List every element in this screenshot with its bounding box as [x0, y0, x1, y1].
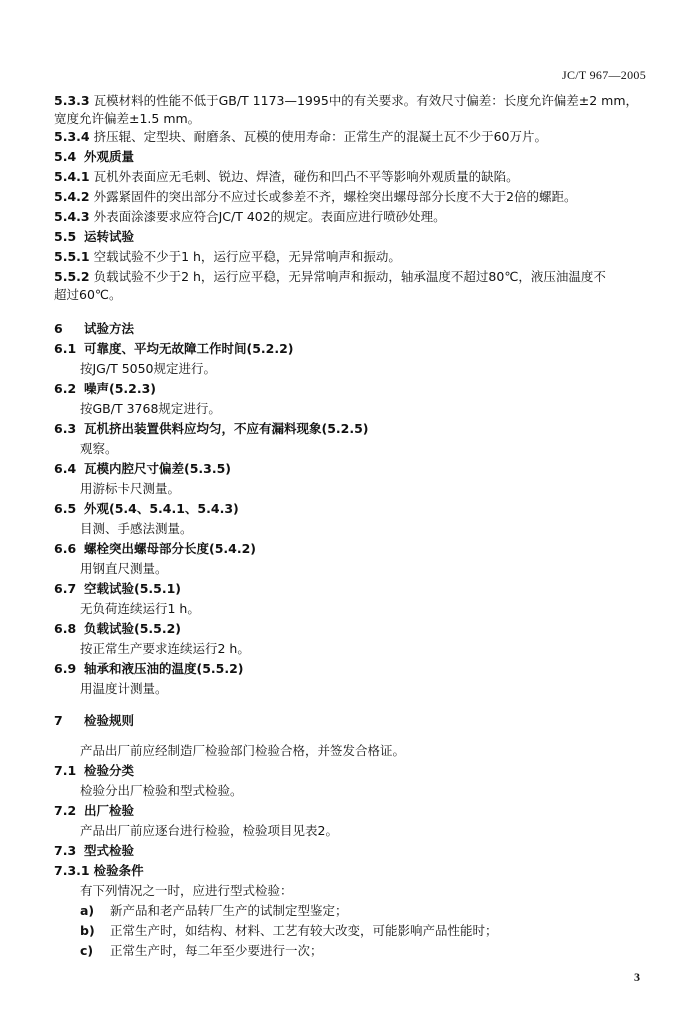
clause-text: 超过60℃。: [54, 287, 122, 302]
text-line: [80, 400, 646, 417]
clause-text: 瓦机外表面应无毛刺、锐边、焊渣，碰伤和凹凸不平等影响外观质量的缺陷。: [93, 169, 519, 184]
clause-text: 产品出厂前应逐台进行检验，检验项目见表2。: [80, 823, 338, 838]
clause-text: 负载试验不少于2 h，运行应平稳，无异常响声和振动，轴承温度不超过80℃，液压油温度不: [93, 269, 606, 284]
clause-text: 正常生产时，如结构、材料、工艺有较大改变，可能影响产品性能时；: [109, 923, 498, 938]
clause-text: 瓦模材料的性能不低于GB/T 1173—1995中的有关要求。有效尺寸偏差：长度允许偏差±2 mm，: [93, 93, 639, 108]
clause-text: 螺栓突出螺母部分长度(5.4.2): [83, 541, 257, 556]
clause-text: 运转试验: [83, 229, 134, 244]
text-line: [80, 520, 646, 537]
clause-number: c): [80, 943, 94, 958]
clause-text: 噪声(5.2.3): [83, 381, 156, 396]
clause-text: 检验分类: [83, 763, 134, 778]
text-line: [54, 128, 646, 145]
clause-text: 外观质量: [83, 149, 134, 164]
clause-number: 6.5: [54, 501, 77, 516]
clause-number: 7: [54, 713, 63, 728]
text-line: [54, 92, 646, 109]
text-line: [80, 560, 646, 577]
clause-number: 6.7: [54, 581, 77, 596]
clause-text: 挤压辊、定型块、耐磨条、瓦模的使用寿命：正常生产的混凝土瓦不少于60万片。: [93, 129, 547, 144]
clause-text: 无负荷连续运行1 h。: [80, 601, 200, 616]
clause-text: 用钢直尺测量。: [80, 561, 168, 576]
text-line: [54, 110, 646, 127]
clause-number: a): [80, 903, 95, 918]
text-line: [54, 712, 646, 729]
text-line: [80, 742, 646, 759]
text-line: [80, 680, 646, 697]
clause-number: 7.3.1: [54, 863, 90, 878]
clause-number: 7.3: [54, 843, 77, 858]
clause-number: 6: [54, 321, 63, 336]
text-line: [54, 168, 646, 185]
text-line: [80, 822, 646, 839]
clause-number: 7.1: [54, 763, 77, 778]
clause-text: 新产品和老产品转厂生产的试制定型鉴定；: [109, 903, 348, 918]
clause-number: 6.6: [54, 541, 77, 556]
clause-text: 外表面涂漆要求应符合JC/T 402的规定。表面应进行喷砂处理。: [93, 209, 446, 224]
clause-number: 5.4: [54, 149, 77, 164]
clause-text: 宽度允许偏差±1.5 mm。: [54, 111, 201, 126]
clause-text: 按正常生产要求连续运行2 h。: [80, 641, 250, 656]
text-line: [80, 360, 646, 377]
clause-text: 瓦模内腔尺寸偏差(5.3.5): [83, 461, 232, 476]
text-line: [80, 782, 646, 799]
text-line: [54, 500, 646, 517]
clause-text: 用游标卡尺测量。: [80, 481, 181, 496]
clause-text: 瓦机挤出装置供料应均匀，不应有漏料现象(5.2.5): [83, 421, 369, 436]
clause-text: 检验分出厂检验和型式检验。: [80, 783, 243, 798]
clause-text: 空载试验不少于1 h，运行应平稳，无异常响声和振动。: [93, 249, 401, 264]
clause-number: 6.3: [54, 421, 77, 436]
clause-text: 外露紧固件的突出部分不应过长或参差不齐，螺栓突出螺母部分长度不大于2倍的螺距。: [93, 189, 577, 204]
text-line: [80, 480, 646, 497]
text-line: [80, 942, 646, 959]
clause-text: 试验方法: [83, 321, 134, 336]
text-line: [54, 580, 646, 597]
text-line: [54, 286, 646, 303]
standard-code-header: JC/T 967—2005: [561, 68, 646, 82]
text-line: [54, 842, 646, 859]
text-line: [54, 148, 646, 165]
text-line: [54, 620, 646, 637]
text-line: [54, 420, 646, 437]
text-line: [80, 600, 646, 617]
clause-text: 按GB/T 3768规定进行。: [80, 401, 221, 416]
clause-number: 5.5: [54, 229, 77, 244]
text-line: [80, 440, 646, 457]
clause-number: 6.9: [54, 661, 77, 676]
text-line: [54, 340, 646, 357]
text-line: [54, 862, 646, 879]
text-line: [54, 208, 646, 225]
clause-text: 出厂检验: [83, 803, 134, 818]
text-line: [54, 248, 646, 265]
clause-text: 用温度计测量。: [80, 681, 168, 696]
text-line: [54, 380, 646, 397]
clause-text: 目测、手感法测量。: [80, 521, 193, 536]
text-line: [54, 188, 646, 205]
text-line: [80, 882, 646, 899]
clause-text: 空载试验(5.5.1): [83, 581, 181, 596]
clause-number: 5.4.1: [54, 169, 90, 184]
clause-text: 可靠度、平均无故障工作时间(5.2.2): [83, 341, 294, 356]
clause-number: b): [80, 923, 95, 938]
clause-text: 检验规则: [83, 713, 134, 728]
text-line: [54, 762, 646, 779]
clause-number: 5.5.1: [54, 249, 90, 264]
clause-number: 5.3.3: [54, 93, 90, 108]
clause-number: 6.1: [54, 341, 77, 356]
clause-text: 轴承和液压油的温度(5.5.2): [83, 661, 244, 676]
clause-text: 按JG/T 5050规定进行。: [80, 361, 217, 376]
text-line: [54, 268, 646, 285]
clause-text: 负载试验(5.5.2): [83, 621, 181, 636]
clause-number: 5.3.4: [54, 129, 90, 144]
text-line: [54, 802, 646, 819]
text-line: [80, 640, 646, 657]
text-line: [80, 922, 646, 939]
page-number: 3: [634, 970, 640, 984]
text-line: [54, 320, 646, 337]
clause-text: 观察。: [80, 441, 118, 456]
text-line: [54, 660, 646, 677]
clause-number: 6.8: [54, 621, 77, 636]
text-line: [80, 902, 646, 919]
clause-number: 6.2: [54, 381, 77, 396]
clause-number: 6.4: [54, 461, 77, 476]
clause-text: 产品出厂前应经制造厂检验部门检验合格，并签发合格证。: [80, 743, 406, 758]
text-line: [54, 460, 646, 477]
text-line: [54, 228, 646, 245]
clause-text: 外观(5.4、5.4.1、5.4.3): [83, 501, 239, 516]
clause-number: 5.4.2: [54, 189, 90, 204]
clause-number: 5.5.2: [54, 269, 90, 284]
clause-text: 有下列情况之一时，应进行型式检验：: [80, 883, 293, 898]
clause-text: 型式检验: [83, 843, 134, 858]
clause-text: 检验条件: [93, 863, 144, 878]
text-line: [54, 540, 646, 557]
clause-number: 7.2: [54, 803, 77, 818]
clause-text: 正常生产时，每二年至少要进行一次；: [109, 943, 323, 958]
clause-number: 5.4.3: [54, 209, 90, 224]
